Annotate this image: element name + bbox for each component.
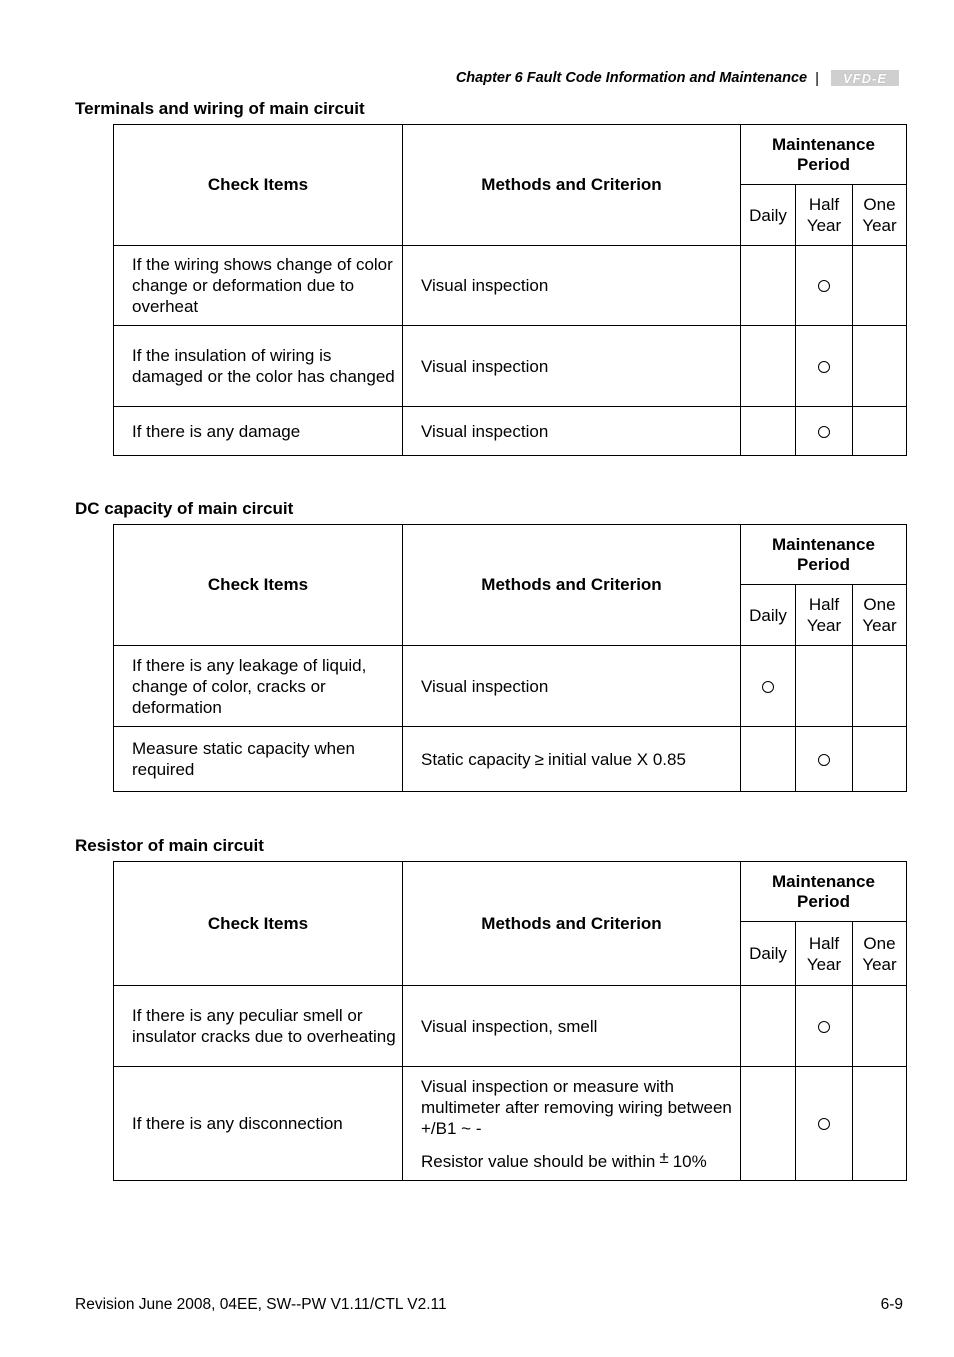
one-year-cell	[853, 326, 907, 407]
check-item: If there is any disconnection	[114, 1067, 403, 1181]
half-year-cell	[796, 1067, 853, 1181]
one-year-cell	[853, 1067, 907, 1181]
terminals-wiring-table	[113, 124, 907, 456]
header-maintenance-period: Maintenance Period	[741, 125, 907, 185]
table-row	[114, 986, 907, 1067]
half-year-cell	[796, 246, 853, 326]
table-row	[114, 246, 907, 326]
dc-capacity-table	[113, 524, 907, 792]
chapter-title: Chapter 6 Fault Code Information and Maintenance	[455, 70, 808, 86]
daily-cell	[741, 727, 796, 792]
daily-cell	[741, 326, 796, 407]
daily-cell	[741, 407, 796, 456]
table-row	[114, 646, 907, 727]
check-circle-icon	[818, 361, 830, 373]
one-year-cell	[853, 646, 907, 727]
section-title-terminals: Terminals and wiring of main circuit	[75, 99, 365, 118]
method: Visual inspection	[403, 646, 741, 727]
method: Static capacity ≥ initial value X 0.85	[403, 727, 741, 792]
table-row	[114, 727, 907, 792]
revision-info: Revision June 2008, 04EE, SW--PW V1.11/CTL V2.11	[75, 1296, 447, 1313]
check-circle-icon	[762, 681, 774, 693]
header-daily: Daily	[741, 585, 796, 646]
daily-cell	[741, 646, 796, 727]
method: Visual inspection or measure with multimeter after removing wiring between +/B1 ~ - Resistor value should be within ± 10%	[403, 1067, 741, 1181]
check-circle-icon	[818, 754, 830, 766]
method: Visual inspection	[403, 407, 741, 456]
check-circle-icon	[818, 280, 830, 292]
half-year-cell	[796, 326, 853, 407]
one-year-cell	[853, 727, 907, 792]
check-circle-icon	[818, 426, 830, 438]
half-year-cell	[796, 646, 853, 727]
check-item: If there is any leakage of liquid, change of color, cracks or deformation	[114, 646, 403, 727]
method: Visual inspection	[403, 246, 741, 326]
header-methods: Methods and Criterion	[403, 862, 741, 986]
half-year-cell	[796, 727, 853, 792]
check-item: If there is any damage	[114, 407, 403, 456]
section-title-resistor: Resistor of main circuit	[75, 836, 264, 855]
page-footer	[75, 1296, 903, 1314]
table-row	[114, 1067, 907, 1181]
daily-cell	[741, 1067, 796, 1181]
method: Visual inspection	[403, 326, 741, 407]
check-item: Measure static capacity when required	[114, 727, 403, 792]
section-title-dc-capacity: DC capacity of main circuit	[75, 499, 294, 518]
check-item: If there is any peculiar smell or insulator cracks due to overheating	[114, 986, 403, 1067]
half-year-cell	[796, 986, 853, 1067]
one-year-cell	[853, 407, 907, 456]
header-half-year: Half Year	[796, 585, 853, 646]
check-item: If the insulation of wiring is damaged or the color has changed	[114, 326, 403, 407]
vfd-e-logo: VFD-E	[831, 70, 899, 86]
header-half-year: Half Year	[796, 185, 853, 246]
daily-cell	[741, 246, 796, 326]
page-number: 6-9	[880, 1296, 903, 1313]
header-maintenance-period: Maintenance Period	[741, 525, 907, 585]
header-one-year: One Year	[853, 185, 907, 246]
one-year-cell	[853, 246, 907, 326]
daily-cell	[741, 986, 796, 1067]
header-separator: |	[815, 69, 819, 87]
table-row	[114, 326, 907, 407]
half-year-cell	[796, 407, 853, 456]
check-circle-icon	[818, 1118, 830, 1130]
header-check-items: Check Items	[114, 862, 403, 986]
one-year-cell	[853, 986, 907, 1067]
check-item: If the wiring shows change of color change or deformation due to overheat	[114, 246, 403, 326]
check-circle-icon	[818, 1021, 830, 1033]
header-maintenance-period: Maintenance Period	[741, 862, 907, 922]
header-half-year: Half Year	[796, 922, 853, 986]
header-methods: Methods and Criterion	[403, 525, 741, 646]
header-methods: Methods and Criterion	[403, 125, 741, 246]
page-header	[0, 68, 899, 88]
header-check-items: Check Items	[114, 125, 403, 246]
header-daily: Daily	[741, 185, 796, 246]
table-row	[114, 407, 907, 456]
header-one-year: One Year	[853, 585, 907, 646]
plus-minus-symbol: ±	[659, 1147, 669, 1167]
greater-equal-symbol: ≥	[534, 749, 544, 769]
header-daily: Daily	[741, 922, 796, 986]
resistor-table	[113, 861, 907, 1181]
header-check-items: Check Items	[114, 525, 403, 646]
method: Visual inspection, smell	[403, 986, 741, 1067]
header-one-year: One Year	[853, 922, 907, 986]
